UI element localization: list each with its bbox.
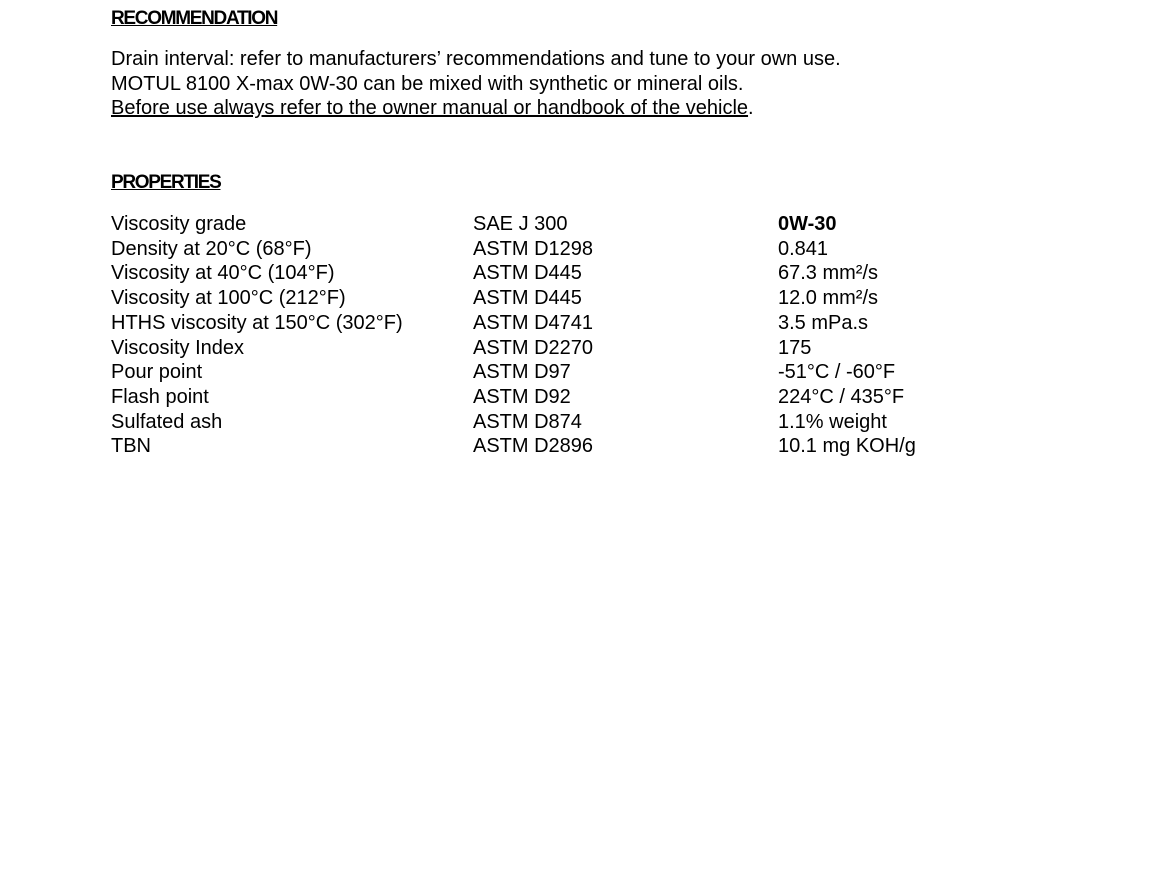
property-name: Density at 20°C (68°F) <box>111 237 312 260</box>
table-row <box>111 336 1028 361</box>
test-method: ASTM D2270 <box>473 336 594 359</box>
table-row <box>111 434 1028 459</box>
test-method: ASTM D1298 <box>473 237 594 260</box>
test-method: ASTM D874 <box>473 410 582 433</box>
property-value: 224°C / 435°F <box>778 385 905 408</box>
property-name: Viscosity at 100°C (212°F) <box>111 287 346 310</box>
properties-table <box>111 212 1028 459</box>
recommendation-line-3 <box>111 96 841 121</box>
property-value: 67.3 mm²/s <box>778 262 879 285</box>
table-row <box>111 212 1028 237</box>
table-row <box>111 286 1028 311</box>
property-value: 175 <box>778 336 812 359</box>
property-name: Pour point <box>111 361 203 384</box>
property-name: Sulfated ash <box>111 410 223 433</box>
test-method: ASTM D4741 <box>473 311 594 334</box>
property-value: 3.5 mPa.s <box>778 311 869 334</box>
property-name: Viscosity Index <box>111 336 245 359</box>
recommendation-line-3-underlined: Before use always refer to the owner manual or handbook of the vehicle <box>111 97 749 120</box>
table-row <box>111 261 1028 286</box>
recommendation-line-3-suffix: . <box>748 97 754 120</box>
property-value: -51°C / -60°F <box>778 361 896 384</box>
table-row <box>111 311 1028 336</box>
recommendation-line-2: MOTUL 8100 X-max 0W-30 can be mixed with synthetic or mineral oils. <box>111 72 744 95</box>
property-name: HTHS viscosity at 150°C (302°F) <box>111 311 403 334</box>
table-row <box>111 385 1028 410</box>
test-method: ASTM D97 <box>473 361 571 384</box>
test-method: ASTM D92 <box>473 385 571 408</box>
test-method: SAE J 300 <box>473 213 568 235</box>
recommendation-text <box>111 47 841 121</box>
property-name: TBN <box>111 435 151 458</box>
test-method: ASTM D2896 <box>473 435 594 458</box>
property-value: 12.0 mm²/s <box>778 287 879 310</box>
table-row <box>111 410 1028 435</box>
property-value: 10.1 mg KOH/g <box>778 435 916 458</box>
property-value: 0W-30 <box>778 213 837 235</box>
property-value: 1.1% weight <box>778 410 887 433</box>
property-name: Flash point <box>111 385 209 408</box>
table-row <box>111 360 1028 385</box>
recommendation-heading: RECOMMENDATION <box>111 8 278 29</box>
recommendation-line-1: Drain interval: refer to manufacturers’ recommendations and tune to your own use. <box>111 48 841 70</box>
test-method: ASTM D445 <box>473 287 582 310</box>
property-value: 0.841 <box>778 237 829 260</box>
property-name: Viscosity grade <box>111 213 247 235</box>
properties-heading: PROPERTIES <box>111 172 221 193</box>
property-name: Viscosity at 40°C (104°F) <box>111 262 335 285</box>
test-method: ASTM D445 <box>473 262 582 285</box>
table-row <box>111 237 1028 262</box>
